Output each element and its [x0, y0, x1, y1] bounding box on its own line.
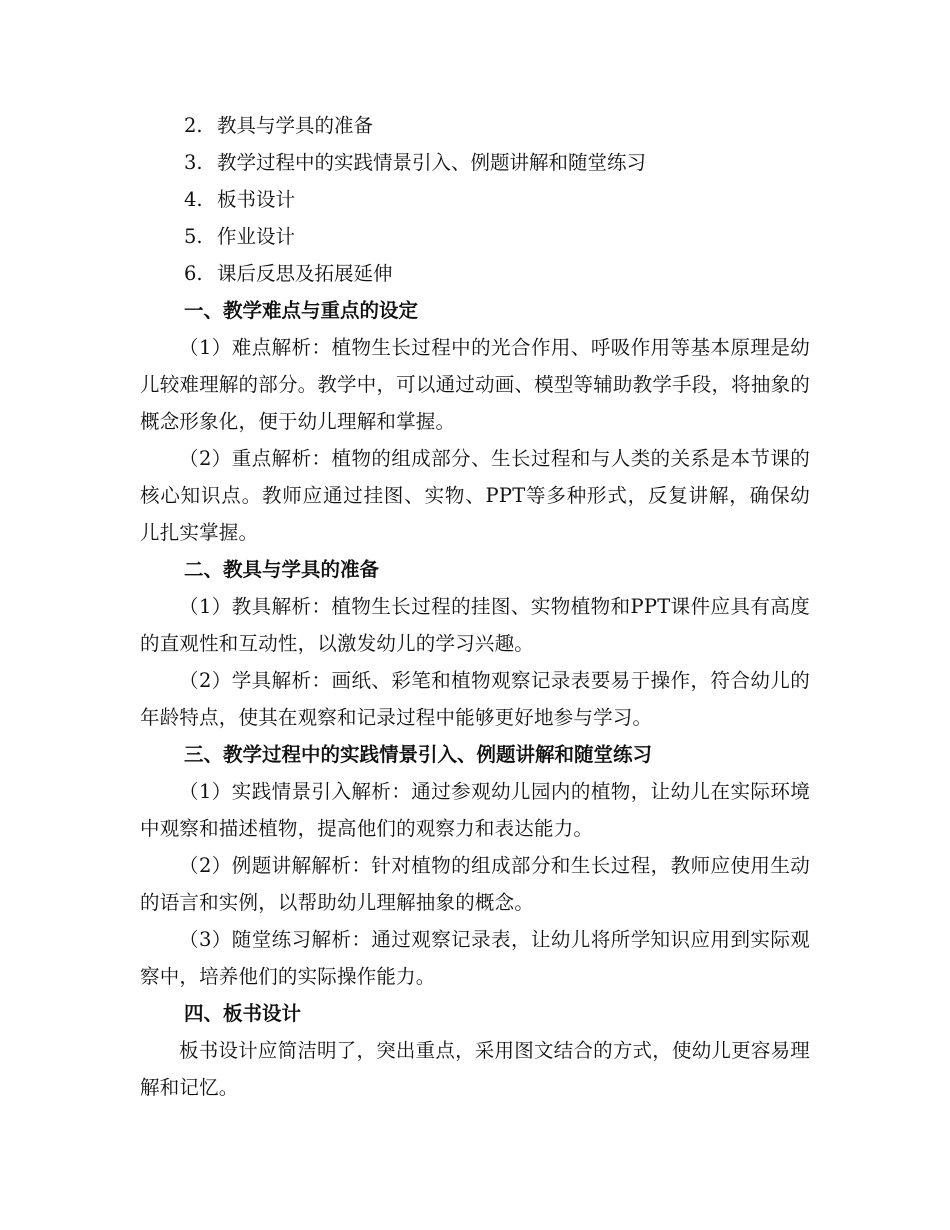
outline-item-number: 4. — [184, 188, 203, 211]
outline-item — [140, 144, 810, 181]
paragraph: （2）例题讲解解析：针对植物的组成部分和生长过程，教师应使用生动的语言和实例，以帮助幼儿理解抽象的概念。 — [140, 854, 810, 914]
section-heading: 二、教具与学具的准备 — [184, 558, 380, 581]
paragraph: （1）教具解析：植物生长过程的挂图、实物植物和PPT课件应具有高度的直观性和互动性，以激发幼儿的学习兴趣。 — [140, 595, 810, 655]
paragraph: （2）重点解析：植物的组成部分、生长过程和与人类的关系是本节课的核心知识点。教师应通过挂图、实物、PPT等多种形式，反复讲解，确保幼儿扎实掌握。 — [140, 447, 810, 544]
outline-item-text: 作业设计 — [217, 225, 296, 248]
document-body — [140, 107, 810, 1106]
outline-item-text: 教具与学具的准备 — [217, 114, 374, 137]
paragraph: （1）难点解析：植物生长过程中的光合作用、呼吸作用等基本原理是幼儿较难理解的部分。教学中，可以通过动画、模型等辅助教学手段，将抽象的概念形象化，便于幼儿理解和掌握。 — [140, 336, 810, 433]
paragraph: （1）实践情景引入解析：通过参观幼儿园内的植物，让幼儿在实际环境中观察和描述植物，提高他们的观察力和表达能力。 — [140, 780, 810, 840]
paragraph: 板书设计应简洁明了，突出重点，采用图文结合的方式，使幼儿更容易理解和记忆。 — [140, 1039, 810, 1099]
outline-item — [140, 181, 810, 218]
outline-item-number: 6. — [184, 262, 203, 285]
outline-item-number: 3. — [184, 151, 203, 174]
paragraph: （3）随堂练习解析：通过观察记录表，让幼儿将所学知识应用到实际观察中，培养他们的实际操作能力。 — [140, 928, 810, 988]
outline-item-text: 课后反思及拓展延伸 — [217, 262, 393, 285]
section-heading: 三、教学过程中的实践情景引入、例题讲解和随堂练习 — [184, 743, 653, 766]
section-heading: 一、教学难点与重点的设定 — [184, 299, 419, 322]
outline-item — [140, 107, 810, 144]
paragraph: （2）学具解析：画纸、彩笔和植物观察记录表要易于操作，符合幼儿的年龄特点，使其在观察和记录过程中能够更好地参与学习。 — [140, 669, 810, 729]
outline-item-text: 教学过程中的实践情景引入、例题讲解和随堂练习 — [217, 151, 647, 174]
outline-item-number: 5. — [184, 225, 203, 248]
outline-item — [140, 218, 810, 255]
outline-item — [140, 255, 810, 292]
outline-item-number: 2. — [184, 114, 203, 137]
outline-item-text: 板书设计 — [217, 188, 296, 211]
section-heading: 四、板书设计 — [184, 1002, 302, 1025]
